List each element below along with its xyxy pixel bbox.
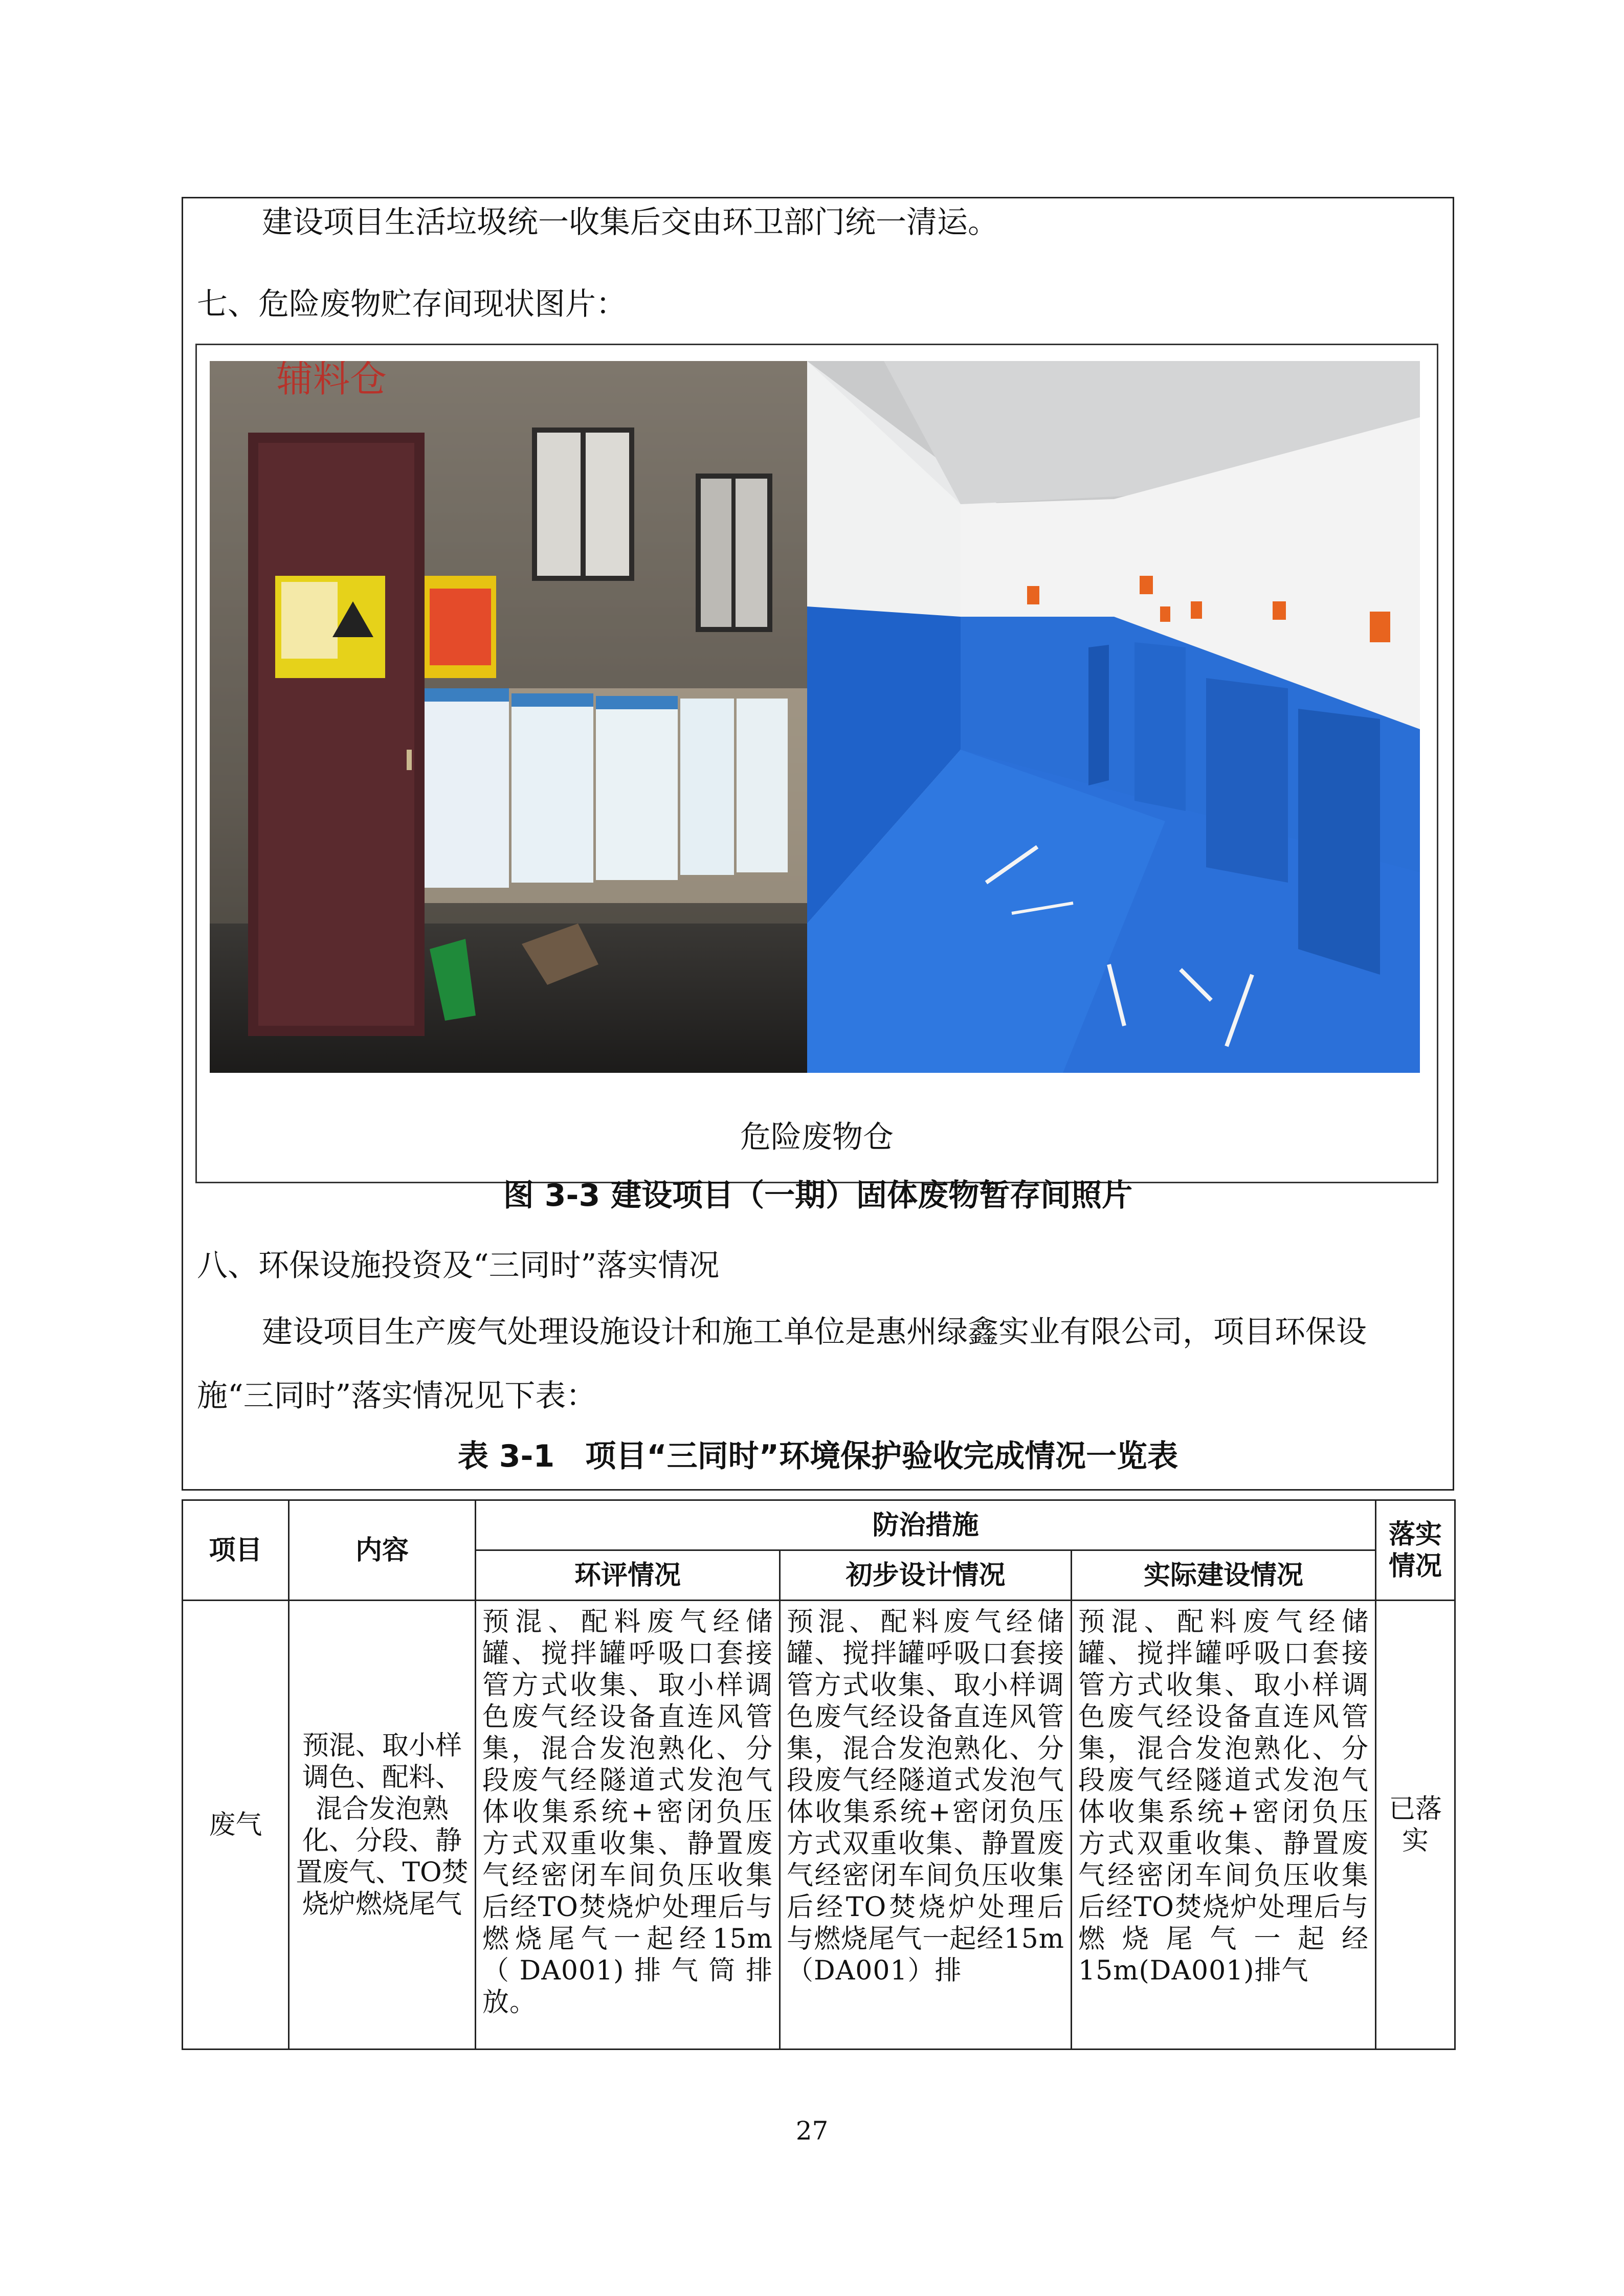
header-status: 落实情况 bbox=[1376, 1500, 1455, 1601]
storage-sign-text: 辅料仓 bbox=[276, 361, 387, 400]
photo-caption: 危险废物仓 bbox=[740, 1119, 894, 1155]
three-simultaneous-table bbox=[182, 1499, 1456, 2050]
header-actual: 实际建设情况 bbox=[1072, 1550, 1376, 1601]
row-eia: 预混、配料废气经储罐、搅拌罐呼吸口套接管方式收集、取小样调色废气经设备直连风管集，混合发泡熟化、分段废气经隧道式发泡气体收集系统+密闭负压方式双重收集、静置废气经密闭车间负压收集后经TO焚烧炉处理后与燃烧尾气一起经15m（DA001)排气筒排放。 bbox=[476, 1601, 780, 2050]
header-measures: 防治措施 bbox=[476, 1500, 1376, 1550]
figure-title: 图 3-3 建设项目（一期）固体废物暂存间照片 bbox=[503, 1178, 1133, 1213]
header-eia: 环评情况 bbox=[476, 1550, 780, 1601]
section8-heading: 八、环保设施投资及“三同时”落实情况 bbox=[197, 1248, 720, 1284]
header-content: 内容 bbox=[289, 1500, 476, 1601]
row-item: 废气 bbox=[183, 1601, 289, 2050]
header-design: 初步设计情况 bbox=[780, 1550, 1072, 1601]
row-status: 已落实 bbox=[1376, 1601, 1455, 2050]
photo-storage-interior bbox=[807, 361, 1420, 1073]
paragraph-line-2: 施“三同时”落实情况见下表： bbox=[197, 1378, 597, 1414]
page-number: 27 bbox=[795, 2116, 829, 2146]
header-item: 项目 bbox=[183, 1500, 289, 1601]
paragraph-line-1: 建设项目生产废气处理设施设计和施工单位是惠州绿鑫实业有限公司，项目环保设 bbox=[262, 1314, 1367, 1350]
row-actual: 预混、配料废气经储罐、搅拌罐呼吸口套接管方式收集、取小样调色废气经设备直连风管集，混合发泡熟化、分段废气经隧道式发泡气体收集系统+密闭负压方式双重收集、静置废气经密闭车间负压收集后经TO焚烧炉处理后与燃烧尾气一起经15m(DA001)排气 bbox=[1072, 1601, 1376, 2050]
row-content: 预混、取小样调色、配料、混合发泡熟化、分段、静置废气、TO焚烧炉燃烧尾气 bbox=[289, 1601, 476, 2050]
row-design: 预混、配料废气经储罐、搅拌罐呼吸口套接管方式收集、取小样调色废气经设备直连风管集，混合发泡熟化、分段废气经隧道式发泡气体收集系统+密闭负压方式双重收集、静置废气经密闭车间负压收集后经TO焚烧炉处理后与燃烧尾气一起经15m（DA001）排 bbox=[780, 1601, 1072, 2050]
section7-heading: 七、危险废物贮存间现状图片： bbox=[197, 286, 627, 322]
intro-paragraph: 建设项目生活垃圾统一收集后交由环卫部门统一清运。 bbox=[262, 205, 998, 240]
photo-storage-exterior bbox=[210, 361, 807, 1073]
table-row bbox=[183, 1601, 1455, 2050]
table-title: 表 3-1 项目“三同时”环境保护验收完成情况一览表 bbox=[457, 1438, 1178, 1474]
